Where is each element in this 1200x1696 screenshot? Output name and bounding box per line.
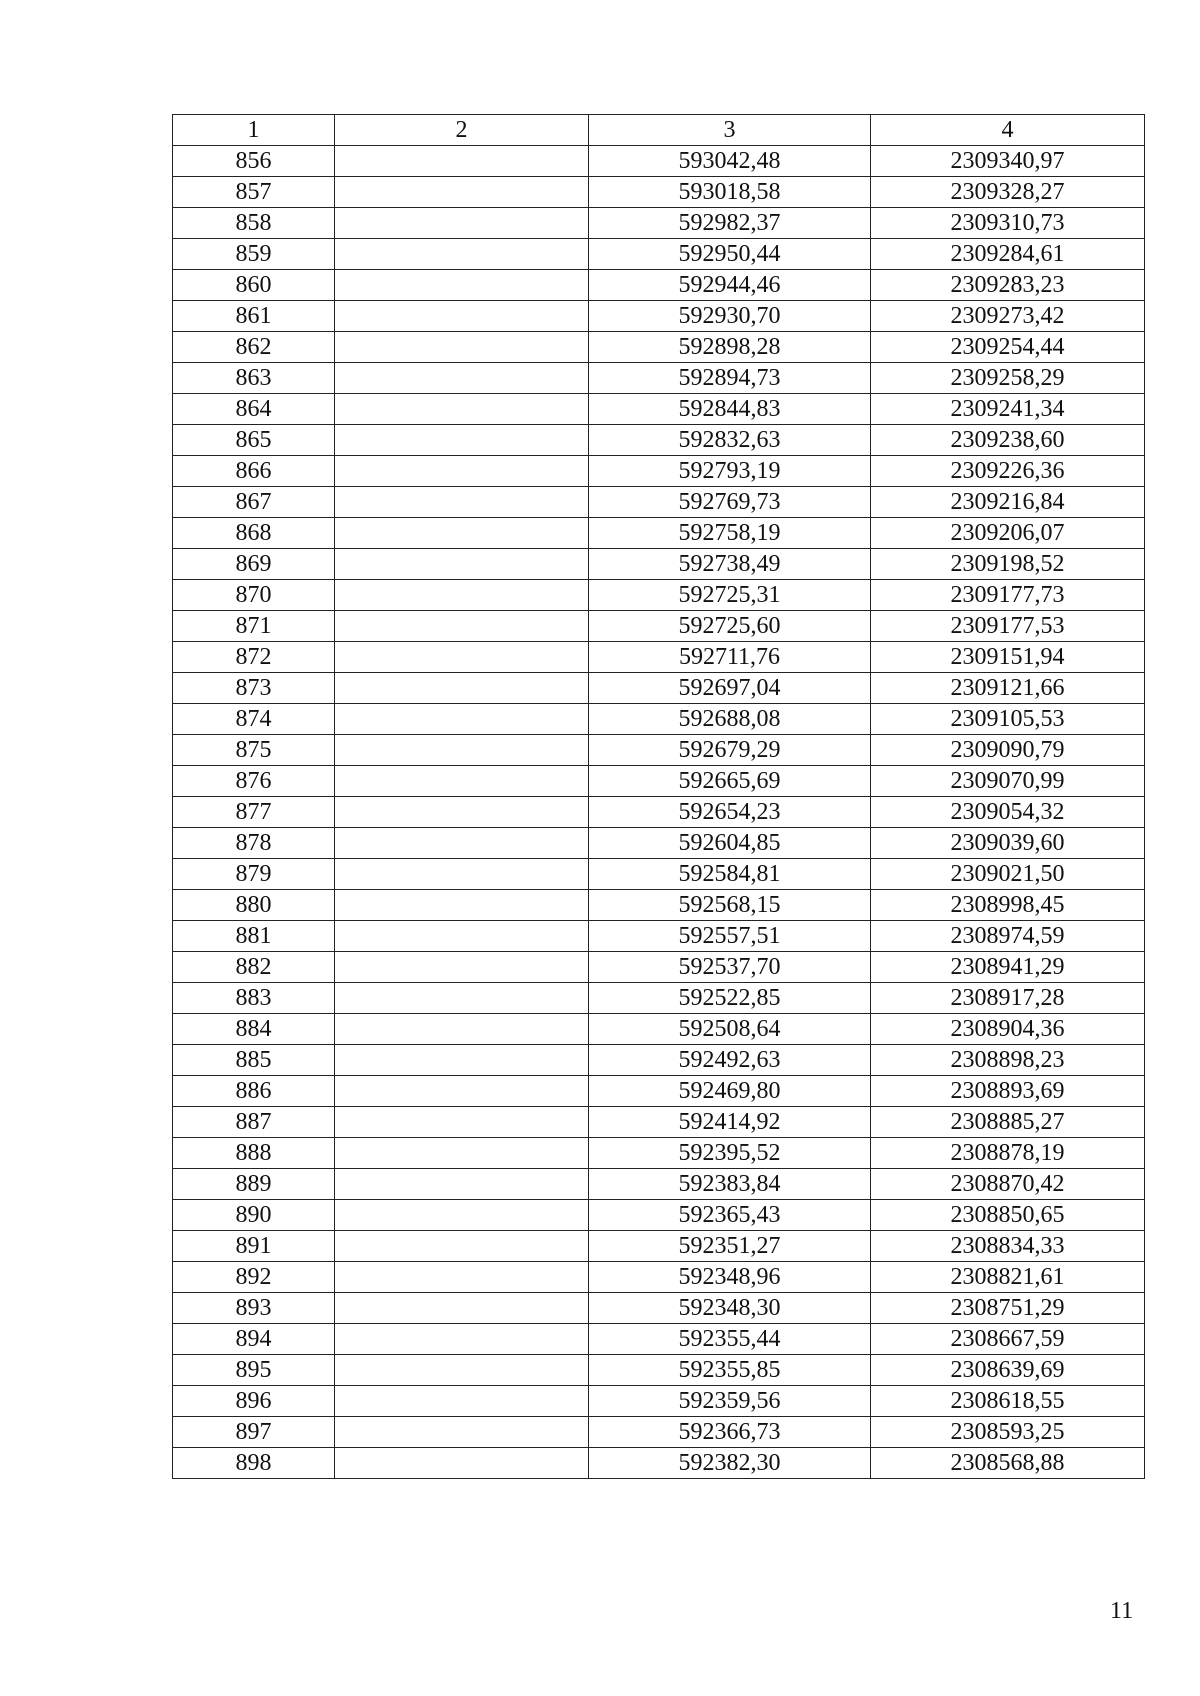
empty-cell: [335, 766, 589, 797]
empty-cell: [335, 456, 589, 487]
table-row: [173, 797, 1145, 828]
y-coordinate-cell: 2308974,59: [871, 921, 1145, 952]
table-row: [173, 239, 1145, 270]
y-coordinate-cell: 2309121,66: [871, 673, 1145, 704]
point-number-cell: 888: [173, 1138, 335, 1169]
y-coordinate-cell: 2309241,34: [871, 394, 1145, 425]
column-header-4: 4: [871, 115, 1145, 146]
y-coordinate-cell: 2309070,99: [871, 766, 1145, 797]
table-body: [173, 146, 1145, 1479]
empty-cell: [335, 642, 589, 673]
point-number-cell: 898: [173, 1448, 335, 1479]
point-number-cell: 897: [173, 1417, 335, 1448]
point-number-cell: 886: [173, 1076, 335, 1107]
empty-cell: [335, 1169, 589, 1200]
empty-cell: [335, 828, 589, 859]
table-row: [173, 1045, 1145, 1076]
y-coordinate-cell: 2309090,79: [871, 735, 1145, 766]
x-coordinate-cell: 592348,30: [589, 1293, 871, 1324]
empty-cell: [335, 1200, 589, 1231]
y-coordinate-cell: 2309198,52: [871, 549, 1145, 580]
point-number-cell: 869: [173, 549, 335, 580]
point-number-cell: 861: [173, 301, 335, 332]
x-coordinate-cell: 592414,92: [589, 1107, 871, 1138]
point-number-cell: 876: [173, 766, 335, 797]
point-number-cell: 892: [173, 1262, 335, 1293]
point-number-cell: 860: [173, 270, 335, 301]
y-coordinate-cell: 2309254,44: [871, 332, 1145, 363]
table-row: [173, 332, 1145, 363]
x-coordinate-cell: 592584,81: [589, 859, 871, 890]
y-coordinate-cell: 2309226,36: [871, 456, 1145, 487]
table-row: [173, 580, 1145, 611]
point-number-cell: 895: [173, 1355, 335, 1386]
y-coordinate-cell: 2309216,84: [871, 487, 1145, 518]
table-row: [173, 890, 1145, 921]
y-coordinate-cell: 2309273,42: [871, 301, 1145, 332]
table-row: [173, 301, 1145, 332]
x-coordinate-cell: 592950,44: [589, 239, 871, 270]
point-number-cell: 859: [173, 239, 335, 270]
table-row: [173, 487, 1145, 518]
point-number-cell: 867: [173, 487, 335, 518]
point-number-cell: 887: [173, 1107, 335, 1138]
table-row: [173, 1014, 1145, 1045]
table-row: [173, 735, 1145, 766]
point-number-cell: 857: [173, 177, 335, 208]
point-number-cell: 864: [173, 394, 335, 425]
y-coordinate-cell: 2309328,27: [871, 177, 1145, 208]
point-number-cell: 872: [173, 642, 335, 673]
coordinates-table: [172, 114, 1145, 1479]
x-coordinate-cell: 592492,63: [589, 1045, 871, 1076]
table-row: [173, 1169, 1145, 1200]
point-number-cell: 891: [173, 1231, 335, 1262]
x-coordinate-cell: 592395,52: [589, 1138, 871, 1169]
x-coordinate-cell: 592894,73: [589, 363, 871, 394]
x-coordinate-cell: 592738,49: [589, 549, 871, 580]
point-number-cell: 878: [173, 828, 335, 859]
x-coordinate-cell: 592604,85: [589, 828, 871, 859]
empty-cell: [335, 1014, 589, 1045]
y-coordinate-cell: 2308593,25: [871, 1417, 1145, 1448]
table-row: [173, 208, 1145, 239]
table-row: [173, 1231, 1145, 1262]
point-number-cell: 865: [173, 425, 335, 456]
empty-cell: [335, 952, 589, 983]
point-number-cell: 896: [173, 1386, 335, 1417]
y-coordinate-cell: 2308941,29: [871, 952, 1145, 983]
page-number: 11: [1110, 1598, 1134, 1624]
y-coordinate-cell: 2308850,65: [871, 1200, 1145, 1231]
x-coordinate-cell: 592537,70: [589, 952, 871, 983]
x-coordinate-cell: 593018,58: [589, 177, 871, 208]
y-coordinate-cell: 2308821,61: [871, 1262, 1145, 1293]
table-row: [173, 1200, 1145, 1231]
empty-cell: [335, 1262, 589, 1293]
table-row: [173, 1262, 1145, 1293]
empty-cell: [335, 270, 589, 301]
x-coordinate-cell: 592688,08: [589, 704, 871, 735]
table-row: [173, 1355, 1145, 1386]
point-number-cell: 858: [173, 208, 335, 239]
x-coordinate-cell: 592469,80: [589, 1076, 871, 1107]
empty-cell: [335, 921, 589, 952]
y-coordinate-cell: 2308878,19: [871, 1138, 1145, 1169]
y-coordinate-cell: 2308893,69: [871, 1076, 1145, 1107]
table-row: [173, 425, 1145, 456]
empty-cell: [335, 735, 589, 766]
point-number-cell: 870: [173, 580, 335, 611]
table-row: [173, 859, 1145, 890]
y-coordinate-cell: 2308898,23: [871, 1045, 1145, 1076]
x-coordinate-cell: 592568,15: [589, 890, 871, 921]
table-row: [173, 704, 1145, 735]
point-number-cell: 866: [173, 456, 335, 487]
y-coordinate-cell: 2309206,07: [871, 518, 1145, 549]
y-coordinate-cell: 2309177,53: [871, 611, 1145, 642]
column-header-1: 1: [173, 115, 335, 146]
empty-cell: [335, 146, 589, 177]
point-number-cell: 863: [173, 363, 335, 394]
x-coordinate-cell: 592844,83: [589, 394, 871, 425]
x-coordinate-cell: 592355,85: [589, 1355, 871, 1386]
x-coordinate-cell: 592654,23: [589, 797, 871, 828]
table-row: [173, 921, 1145, 952]
x-coordinate-cell: 592982,37: [589, 208, 871, 239]
table-row: [173, 1293, 1145, 1324]
x-coordinate-cell: 593042,48: [589, 146, 871, 177]
x-coordinate-cell: 592359,56: [589, 1386, 871, 1417]
y-coordinate-cell: 2308618,55: [871, 1386, 1145, 1417]
y-coordinate-cell: 2309238,60: [871, 425, 1145, 456]
x-coordinate-cell: 592769,73: [589, 487, 871, 518]
empty-cell: [335, 1417, 589, 1448]
x-coordinate-cell: 592366,73: [589, 1417, 871, 1448]
empty-cell: [335, 518, 589, 549]
table-row: [173, 952, 1145, 983]
x-coordinate-cell: 592725,31: [589, 580, 871, 611]
empty-cell: [335, 177, 589, 208]
empty-cell: [335, 1076, 589, 1107]
table-row: [173, 456, 1145, 487]
point-number-cell: 890: [173, 1200, 335, 1231]
table-row: [173, 766, 1145, 797]
empty-cell: [335, 425, 589, 456]
y-coordinate-cell: 2309177,73: [871, 580, 1145, 611]
table-row: [173, 983, 1145, 1014]
y-coordinate-cell: 2309340,97: [871, 146, 1145, 177]
point-number-cell: 883: [173, 983, 335, 1014]
x-coordinate-cell: 592355,44: [589, 1324, 871, 1355]
empty-cell: [335, 1107, 589, 1138]
y-coordinate-cell: 2308568,88: [871, 1448, 1145, 1479]
point-number-cell: 874: [173, 704, 335, 735]
y-coordinate-cell: 2309310,73: [871, 208, 1145, 239]
table-row: [173, 146, 1145, 177]
empty-cell: [335, 363, 589, 394]
empty-cell: [335, 673, 589, 704]
point-number-cell: 873: [173, 673, 335, 704]
point-number-cell: 884: [173, 1014, 335, 1045]
table-row: [173, 828, 1145, 859]
x-coordinate-cell: 592348,96: [589, 1262, 871, 1293]
table-row: [173, 394, 1145, 425]
point-number-cell: 880: [173, 890, 335, 921]
point-number-cell: 879: [173, 859, 335, 890]
y-coordinate-cell: 2308885,27: [871, 1107, 1145, 1138]
y-coordinate-cell: 2308639,69: [871, 1355, 1145, 1386]
table-row: [173, 1324, 1145, 1355]
empty-cell: [335, 1231, 589, 1262]
empty-cell: [335, 239, 589, 270]
empty-cell: [335, 1293, 589, 1324]
x-coordinate-cell: 592383,84: [589, 1169, 871, 1200]
x-coordinate-cell: 592508,64: [589, 1014, 871, 1045]
table-row: [173, 1386, 1145, 1417]
table-row: [173, 673, 1145, 704]
y-coordinate-cell: 2309151,94: [871, 642, 1145, 673]
y-coordinate-cell: 2309283,23: [871, 270, 1145, 301]
table-header-row: [173, 115, 1145, 146]
empty-cell: [335, 1045, 589, 1076]
x-coordinate-cell: 592365,43: [589, 1200, 871, 1231]
point-number-cell: 871: [173, 611, 335, 642]
empty-cell: [335, 301, 589, 332]
point-number-cell: 889: [173, 1169, 335, 1200]
x-coordinate-cell: 592793,19: [589, 456, 871, 487]
x-coordinate-cell: 592832,63: [589, 425, 871, 456]
empty-cell: [335, 208, 589, 239]
empty-cell: [335, 394, 589, 425]
table-row: [173, 177, 1145, 208]
empty-cell: [335, 332, 589, 363]
table-row: [173, 270, 1145, 301]
empty-cell: [335, 859, 589, 890]
table-row: [173, 363, 1145, 394]
empty-cell: [335, 704, 589, 735]
y-coordinate-cell: 2308904,36: [871, 1014, 1145, 1045]
y-coordinate-cell: 2308917,28: [871, 983, 1145, 1014]
empty-cell: [335, 890, 589, 921]
empty-cell: [335, 1448, 589, 1479]
empty-cell: [335, 1386, 589, 1417]
x-coordinate-cell: 592351,27: [589, 1231, 871, 1262]
point-number-cell: 881: [173, 921, 335, 952]
y-coordinate-cell: 2308870,42: [871, 1169, 1145, 1200]
table-row: [173, 642, 1145, 673]
point-number-cell: 862: [173, 332, 335, 363]
point-number-cell: 856: [173, 146, 335, 177]
empty-cell: [335, 487, 589, 518]
point-number-cell: 868: [173, 518, 335, 549]
table-row: [173, 1138, 1145, 1169]
empty-cell: [335, 580, 589, 611]
y-coordinate-cell: 2308998,45: [871, 890, 1145, 921]
y-coordinate-cell: 2309021,50: [871, 859, 1145, 890]
column-header-3: 3: [589, 115, 871, 146]
empty-cell: [335, 983, 589, 1014]
empty-cell: [335, 611, 589, 642]
x-coordinate-cell: 592522,85: [589, 983, 871, 1014]
x-coordinate-cell: 592557,51: [589, 921, 871, 952]
table-row: [173, 1107, 1145, 1138]
empty-cell: [335, 1324, 589, 1355]
point-number-cell: 894: [173, 1324, 335, 1355]
column-header-2: 2: [335, 115, 589, 146]
point-number-cell: 893: [173, 1293, 335, 1324]
point-number-cell: 875: [173, 735, 335, 766]
point-number-cell: 877: [173, 797, 335, 828]
empty-cell: [335, 1355, 589, 1386]
y-coordinate-cell: 2309039,60: [871, 828, 1145, 859]
empty-cell: [335, 797, 589, 828]
empty-cell: [335, 1138, 589, 1169]
x-coordinate-cell: 592382,30: [589, 1448, 871, 1479]
table-row: [173, 549, 1145, 580]
point-number-cell: 882: [173, 952, 335, 983]
x-coordinate-cell: 592711,76: [589, 642, 871, 673]
x-coordinate-cell: 592944,46: [589, 270, 871, 301]
x-coordinate-cell: 592725,60: [589, 611, 871, 642]
x-coordinate-cell: 592679,29: [589, 735, 871, 766]
table-row: [173, 1417, 1145, 1448]
table-row: [173, 1076, 1145, 1107]
y-coordinate-cell: 2309258,29: [871, 363, 1145, 394]
y-coordinate-cell: 2309054,32: [871, 797, 1145, 828]
empty-cell: [335, 549, 589, 580]
table-row: [173, 1448, 1145, 1479]
x-coordinate-cell: 592898,28: [589, 332, 871, 363]
y-coordinate-cell: 2309105,53: [871, 704, 1145, 735]
y-coordinate-cell: 2309284,61: [871, 239, 1145, 270]
x-coordinate-cell: 592665,69: [589, 766, 871, 797]
y-coordinate-cell: 2308751,29: [871, 1293, 1145, 1324]
table-row: [173, 518, 1145, 549]
x-coordinate-cell: 592930,70: [589, 301, 871, 332]
y-coordinate-cell: 2308667,59: [871, 1324, 1145, 1355]
x-coordinate-cell: 592697,04: [589, 673, 871, 704]
x-coordinate-cell: 592758,19: [589, 518, 871, 549]
point-number-cell: 885: [173, 1045, 335, 1076]
y-coordinate-cell: 2308834,33: [871, 1231, 1145, 1262]
table-row: [173, 611, 1145, 642]
